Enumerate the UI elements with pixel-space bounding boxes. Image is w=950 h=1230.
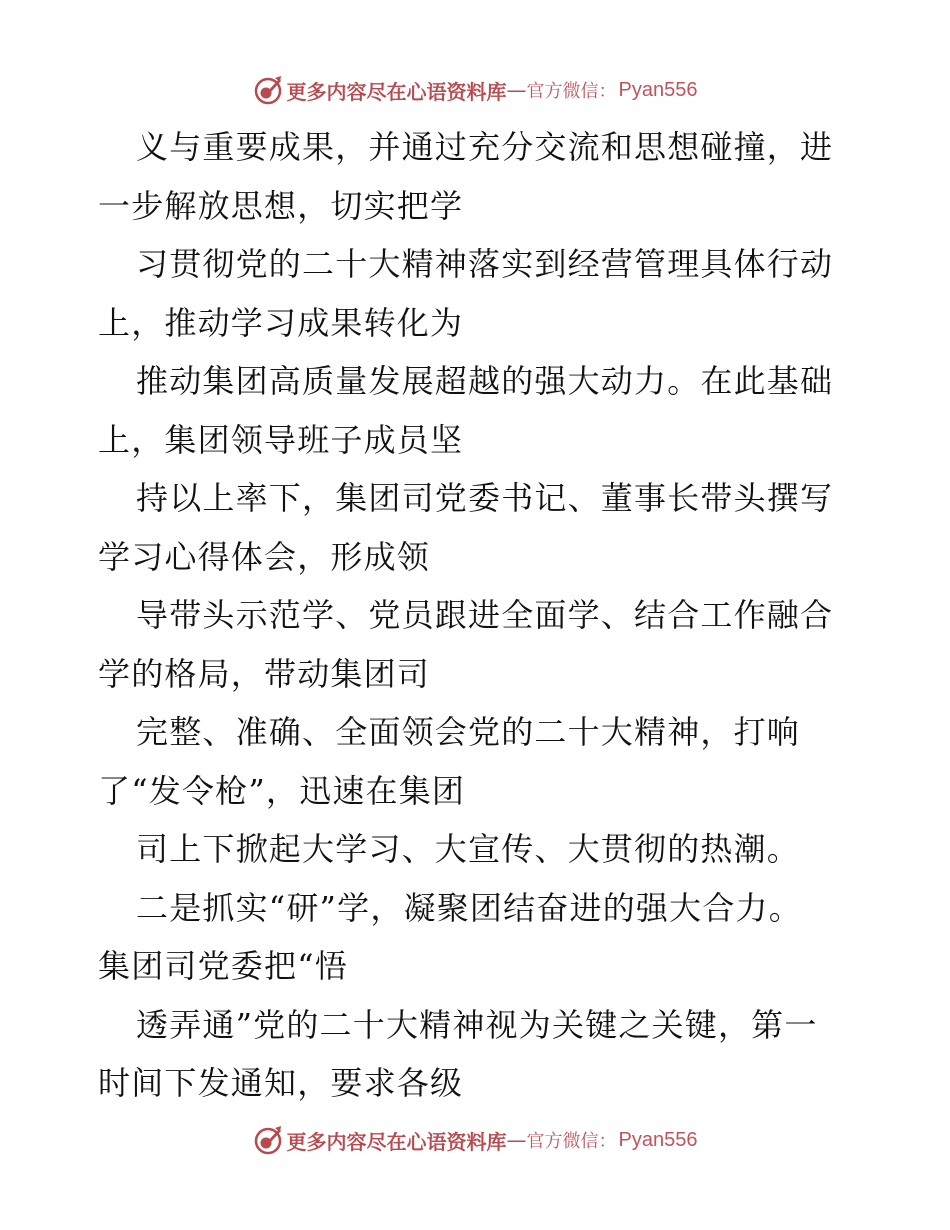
- header-banner: [0, 70, 950, 110]
- banner-main-text: 更多内容尽在心语资料库: [286, 79, 507, 104]
- text-line: 完整、准确、全面领会党的二十大精神，打响: [136, 713, 801, 751]
- text-line: 学习心得体会，形成领: [98, 537, 431, 576]
- text-line: 义与重要成果，并通过充分交流和思想碰撞，进: [136, 128, 834, 166]
- banner-wechat-id: Pyan556: [618, 78, 698, 101]
- text-line: 了“发令枪”，迅速在集团: [98, 771, 466, 810]
- footer-banner: [0, 1120, 950, 1160]
- text-line: 司上下掀起大学习、大宣传、大贯彻的热潮。: [136, 830, 801, 868]
- text-line: 时间下发通知，要求各级: [98, 1064, 464, 1102]
- banner-dash: —: [506, 78, 527, 102]
- text-line: 上，推动学习成果转化为: [98, 303, 464, 342]
- text-line: 学的格局，带动集团司: [98, 654, 431, 693]
- banner-dash: —: [506, 1128, 527, 1152]
- text-line: 上，集团领导班子成员坚: [98, 420, 464, 459]
- text-line: 持以上率下，集团司党委书记、董事长带头撰写: [136, 479, 834, 517]
- text-line: 推动集团高质量发展超越的强大动力。在此基础: [136, 362, 834, 400]
- text-line: 导带头示范学、党员跟进全面学、结合工作融合: [136, 596, 834, 634]
- banner-wechat-id: Pyan556: [618, 1128, 698, 1151]
- text-line: 习贯彻党的二十大精神落实到经营管理具体行动: [136, 245, 834, 283]
- text-line: 透弄通”党的二十大精神视为关键之关键，第一: [136, 1005, 818, 1044]
- banner-wechat-label: 官方微信：: [526, 1131, 617, 1152]
- banner-main-text: 更多内容尽在心语资料库: [286, 1129, 507, 1154]
- document-body: [98, 118, 858, 1113]
- ink-brush-logo-icon: [253, 1125, 283, 1155]
- text-line: 集团司党委把“悟: [98, 947, 348, 985]
- banner-wechat-label: 官方微信：: [526, 81, 617, 102]
- ink-brush-logo-icon: [253, 75, 283, 105]
- text-line: 二是抓实“研”学，凝聚团结奋进的强大合力。: [136, 888, 802, 927]
- text-line: 一步解放思想，切实把学: [98, 186, 464, 225]
